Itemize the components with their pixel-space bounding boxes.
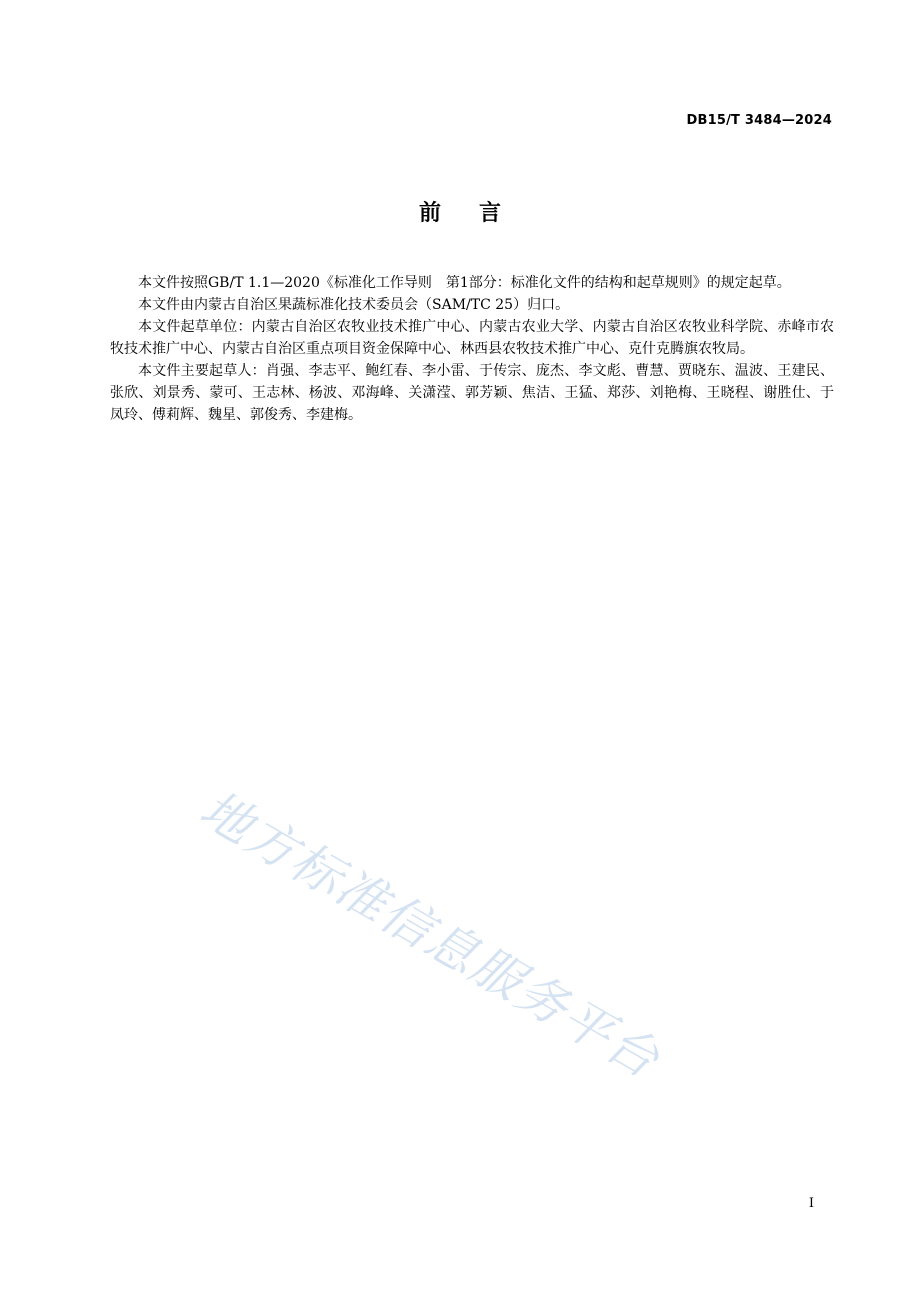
foreword-body: [110, 272, 834, 426]
paragraph-committee: 本文件由内蒙古自治区果蔬标准化技术委员会（SAM/TC 25）归口。: [138, 297, 570, 313]
paragraph-drafting-rules: 本文件按照GB/T 1.1—2020《标准化工作导则 第1部分：标准化文件的结构和起草规则》的规定起草。: [138, 275, 791, 291]
document-code: DB15/T 3484—2024: [686, 113, 832, 128]
watermark: 地方标准信息服务平台: [190, 779, 670, 1090]
paragraph-drafting-units: 本文件起草单位：内蒙古自治区农牧业技术推广中心、内蒙古农业大学、内蒙古自治区农牧业科学院、赤峰市农牧技术推广中心、内蒙古自治区重点项目资金保障中心、林西县农牧技术推广中心、克什克腾旗农牧局。: [110, 319, 834, 357]
page-title: 前言: [418, 201, 539, 226]
paragraph-drafters: 本文件主要起草人：肖强、李志平、鲍红春、李小雷、于传宗、庞杰、李文彪、曹慧、贾晓东、温波、王建民、张欣、刘景秀、蒙可、王志林、杨波、邓海峰、关潇滢、郭芳颖、焦洁、王猛、郑莎、刘艳梅、王晓程、谢胜仕、于凤玲、傅莉辉、魏星、郭俊秀、李建梅。: [110, 363, 834, 423]
page-number: I: [808, 1196, 814, 1211]
